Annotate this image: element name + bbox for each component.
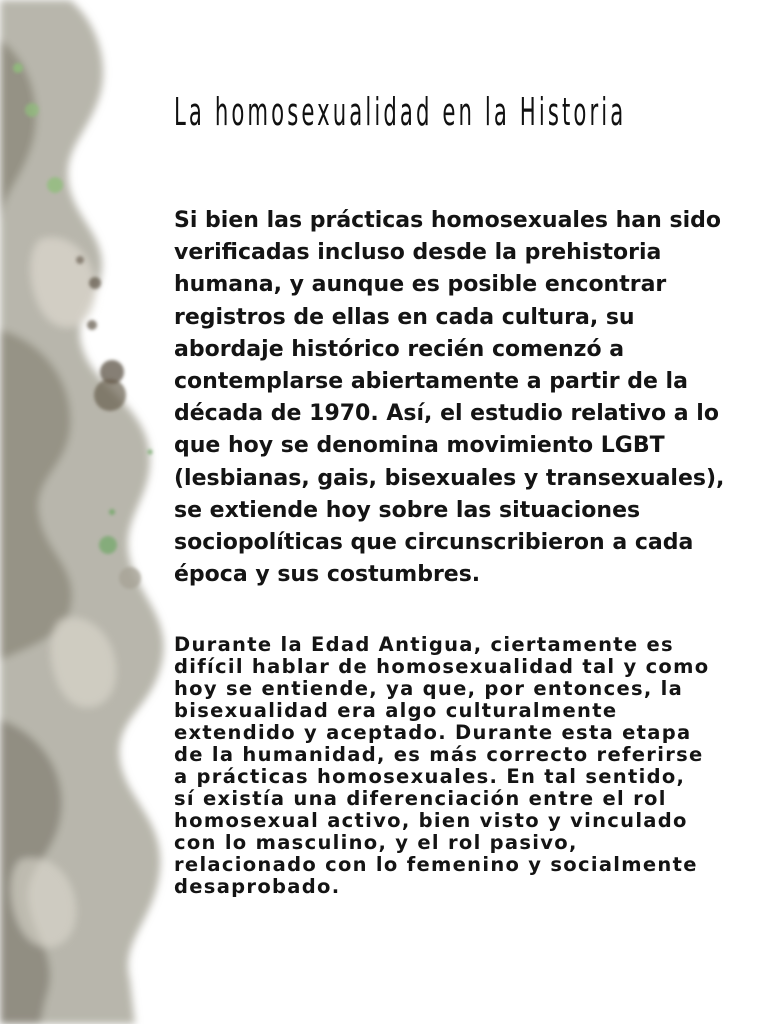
- green-speck: [25, 103, 39, 117]
- paragraph-ancient-age: Durante la Edad Antigua, ciertamente es difícil hablar de homosexualidad tal y como hoy se entiende, ya que, por entonces, la bisexualidad era algo culturalmente extendido y aceptado. Durante esta etapa de la humanidad, es más correcto referirse a prácticas homosexuales. En tal sentido, sí existía una diferenciación entre el rol homosexual activo, bien visto y vinculado con lo masculino, y el rol pasivo, relacionado con lo femenino y socialmente desaprobado.: [174, 633, 710, 898]
- brown-blot: [89, 277, 101, 289]
- page-title: La homosexualidad en la Historia: [174, 90, 627, 134]
- green-speck: [109, 509, 115, 515]
- green-speck: [119, 567, 141, 589]
- brown-blot: [76, 256, 84, 264]
- brown-blot: [87, 320, 97, 330]
- brown-blot: [94, 379, 126, 411]
- green-speck: [47, 177, 63, 193]
- green-speck: [148, 450, 153, 455]
- paragraph-intro: Si bien las prácticas homosexuales han sido verificadas incluso desde la prehistoria humana, y aunque es posible encontrar registros de ellas en cada cultura, su abordaje histórico recién comenzó a contemplarse abiertamente a partir de la década de 1970. Así, el estudio relativo a lo que hoy se denomina movimiento LGBT (lesbianas, gais, bisexuales y transexuales), se extiende hoy sobre las situaciones sociopolíticas que circunscribieron a cada época y sus costumbres.: [174, 208, 725, 588]
- green-speck: [99, 536, 117, 554]
- green-speck: [13, 63, 23, 73]
